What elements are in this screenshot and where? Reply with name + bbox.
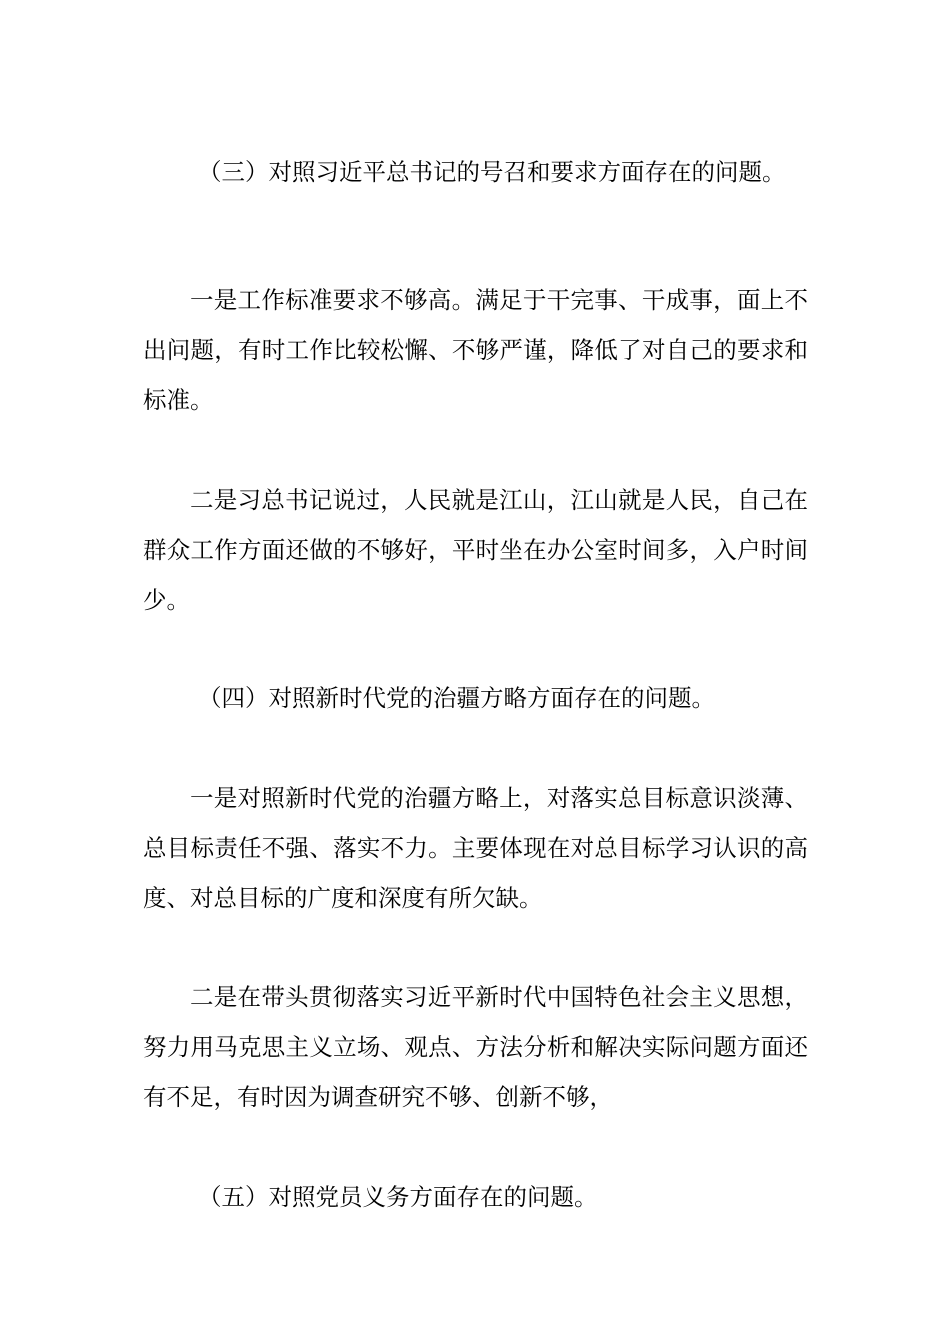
- section-heading-5: （五）对照党员义务方面存在的问题。: [198, 1183, 598, 1211]
- paragraph-3-2: 二是习总书记说过，人民就是江山，江山就是人民，自己在群众工作方面还做的不够好，平时坐在办公室时间多，入户时间少。: [143, 486, 808, 614]
- section-heading-4: （四）对照新时代党的治疆方略方面存在的问题。: [198, 684, 715, 712]
- section-heading-3: （三）对照习近平总书记的号召和要求方面存在的问题。: [198, 158, 786, 186]
- paragraph-4-1: 一是对照新时代党的治疆方略上，对落实总目标意识淡薄、总目标责任不强、落实不力。主要体现在对总目标学习认识的高度、对总目标的广度和深度有所欠缺。: [143, 784, 808, 912]
- paragraph-3-1: 一是工作标准要求不够高。满足于干完事、干成事，面上不出问题，有时工作比较松懈、不够严谨，降低了对自己的要求和标准。: [143, 286, 808, 414]
- paragraph-4-2: 二是在带头贯彻落实习近平新时代中国特色社会主义思想，努力用马克思主义立场、观点、方法分析和解决实际问题方面还有不足，有时因为调查研究不够、创新不够，: [143, 983, 808, 1111]
